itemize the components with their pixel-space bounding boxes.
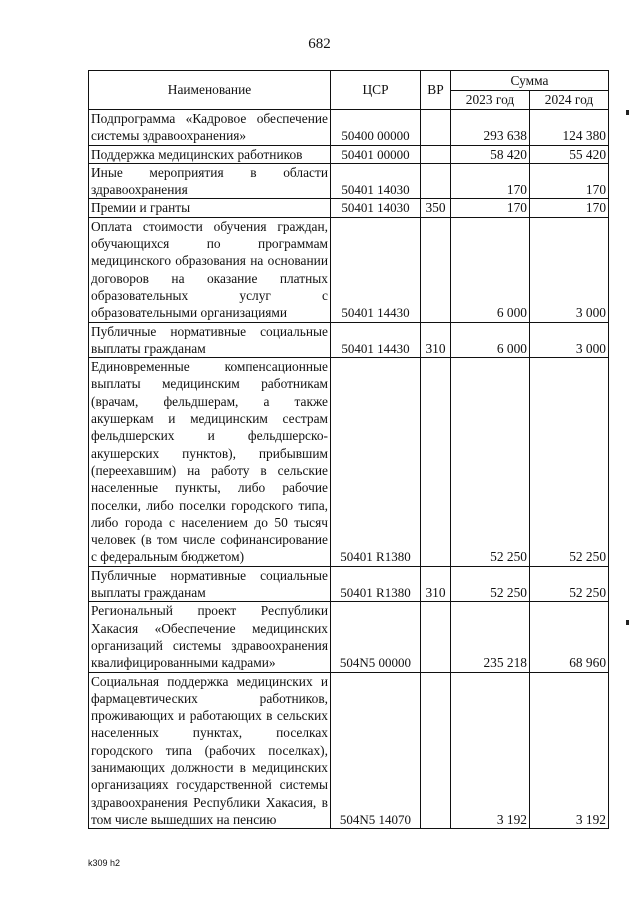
scan-mark bbox=[626, 620, 629, 625]
row-vr bbox=[421, 602, 451, 672]
row-sum-2023: 6 000 bbox=[451, 322, 530, 358]
row-name: Подпрограмма «Кадровое обеспечение системы здравоохранения» bbox=[89, 110, 331, 146]
row-name: Социальная поддержка медицинских и фармацевтических работников, проживающих и работающих в сельских населенных пунктах, поселках городского типа (рабочих поселках), занимающих должности в медицинских организациях государственной системы здравоохранения Республики Хакасия, в том числе вышедших на пенсию bbox=[89, 672, 331, 829]
row-sum-2023: 235 218 bbox=[451, 602, 530, 672]
row-sum-2023: 58 420 bbox=[451, 145, 530, 163]
table-row bbox=[89, 602, 609, 672]
row-sum-2024: 170 bbox=[530, 199, 609, 217]
table-row bbox=[89, 217, 609, 322]
row-vr: 310 bbox=[421, 322, 451, 358]
row-csr: 50401 R1380 bbox=[331, 566, 421, 602]
row-csr: 50401 14430 bbox=[331, 322, 421, 358]
row-vr bbox=[421, 110, 451, 146]
row-csr: 50401 14030 bbox=[331, 199, 421, 217]
row-sum-2023: 3 192 bbox=[451, 672, 530, 829]
row-csr: 50401 14030 bbox=[331, 163, 421, 199]
table-row bbox=[89, 199, 609, 217]
header-sum: Сумма bbox=[451, 71, 609, 91]
row-sum-2024: 55 420 bbox=[530, 145, 609, 163]
row-name: Оплата стоимости обучения граждан, обучающихся по программам медицинского образования на основании договоров на оказание платных образовательных услуг с образовательными организациями bbox=[89, 217, 331, 322]
row-name: Региональный проект Республики Хакасия «Обеспечение медицинских организаций системы здравоохранения квалифицированными кадрами» bbox=[89, 602, 331, 672]
row-sum-2023: 170 bbox=[451, 163, 530, 199]
row-sum-2024: 3 192 bbox=[530, 672, 609, 829]
row-csr: 50401 R1380 bbox=[331, 358, 421, 567]
header-year-2023: 2023 год bbox=[451, 91, 530, 110]
row-name: Публичные нормативные социальные выплаты гражданам bbox=[89, 322, 331, 358]
row-sum-2024: 3 000 bbox=[530, 217, 609, 322]
table-row bbox=[89, 672, 609, 829]
scan-mark bbox=[626, 110, 629, 115]
table-row bbox=[89, 110, 609, 146]
row-sum-2024: 3 000 bbox=[530, 322, 609, 358]
table-row bbox=[89, 358, 609, 567]
row-vr bbox=[421, 672, 451, 829]
header-name: Наименование bbox=[89, 71, 331, 110]
row-sum-2024: 52 250 bbox=[530, 566, 609, 602]
header-year-2024: 2024 год bbox=[530, 91, 609, 110]
row-name: Единовременные компенсационные выплаты медицинским работникам (врачам, фельдшерам, а также акушеркам и медицинским сестрам фельдшерских и фельдшерско-акушерских пунктов), прибывшим (переехавшим) на работу в сельские населенные пункты, либо рабочие поселки, либо поселки городского типа, либо города с населением до 50 тысяч человек (в том числе софинансирование с федеральным бюджетом) bbox=[89, 358, 331, 567]
row-vr bbox=[421, 358, 451, 567]
row-sum-2024: 52 250 bbox=[530, 358, 609, 567]
row-name: Поддержка медицинских работников bbox=[89, 145, 331, 163]
row-vr: 310 bbox=[421, 566, 451, 602]
row-name: Публичные нормативные социальные выплаты гражданам bbox=[89, 566, 331, 602]
row-name: Иные мероприятия в области здравоохранения bbox=[89, 163, 331, 199]
row-vr bbox=[421, 145, 451, 163]
page-number: 682 bbox=[308, 36, 331, 52]
row-vr bbox=[421, 217, 451, 322]
row-vr: 350 bbox=[421, 199, 451, 217]
row-vr bbox=[421, 163, 451, 199]
row-sum-2023: 170 bbox=[451, 199, 530, 217]
header-vr: ВР bbox=[421, 71, 451, 110]
table-row bbox=[89, 163, 609, 199]
row-sum-2024: 170 bbox=[530, 163, 609, 199]
row-csr: 504N5 00000 bbox=[331, 602, 421, 672]
row-sum-2023: 52 250 bbox=[451, 358, 530, 567]
row-sum-2023: 293 638 bbox=[451, 110, 530, 146]
header-csr: ЦСР bbox=[331, 71, 421, 110]
row-name: Премии и гранты bbox=[89, 199, 331, 217]
table-row bbox=[89, 145, 609, 163]
row-csr: 50400 00000 bbox=[331, 110, 421, 146]
row-sum-2023: 52 250 bbox=[451, 566, 530, 602]
row-sum-2024: 124 380 bbox=[530, 110, 609, 146]
table-row bbox=[89, 566, 609, 602]
row-csr: 504N5 14070 bbox=[331, 672, 421, 829]
budget-table bbox=[88, 70, 609, 829]
row-sum-2024: 68 960 bbox=[530, 602, 609, 672]
row-csr: 50401 00000 bbox=[331, 145, 421, 163]
row-csr: 50401 14430 bbox=[331, 217, 421, 322]
footer-code: k309 h2 bbox=[88, 858, 121, 868]
table-row bbox=[89, 322, 609, 358]
row-sum-2023: 6 000 bbox=[451, 217, 530, 322]
